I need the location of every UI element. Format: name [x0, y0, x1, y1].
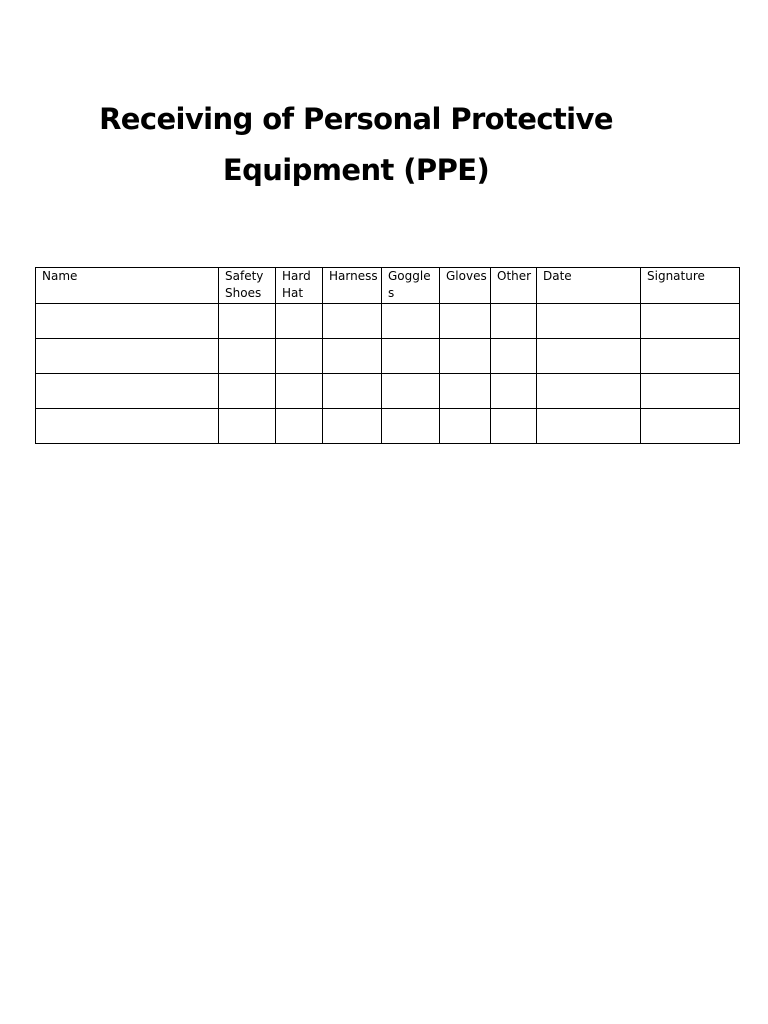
- harness-cell[interactable]: [323, 409, 382, 444]
- safety-shoes-cell[interactable]: [219, 304, 276, 339]
- table-row: [36, 304, 740, 339]
- safety-shoes-cell[interactable]: [219, 374, 276, 409]
- hard-hat-cell[interactable]: [276, 374, 323, 409]
- name-cell[interactable]: [36, 374, 219, 409]
- column-header-name: Name: [36, 268, 219, 304]
- hard-hat-cell[interactable]: [276, 339, 323, 374]
- column-header-gloves: Gloves: [440, 268, 491, 304]
- column-header-date: Date: [537, 268, 641, 304]
- table-row: [36, 409, 740, 444]
- safety-shoes-cell[interactable]: [219, 339, 276, 374]
- table-row: [36, 339, 740, 374]
- other-cell[interactable]: [491, 409, 537, 444]
- other-cell[interactable]: [491, 374, 537, 409]
- harness-cell[interactable]: [323, 339, 382, 374]
- goggles-cell[interactable]: [382, 304, 440, 339]
- harness-cell[interactable]: [323, 374, 382, 409]
- harness-cell[interactable]: [323, 304, 382, 339]
- signature-cell[interactable]: [641, 339, 740, 374]
- signature-cell[interactable]: [641, 374, 740, 409]
- column-header-other: Other: [491, 268, 537, 304]
- date-cell[interactable]: [537, 409, 641, 444]
- goggles-cell[interactable]: [382, 374, 440, 409]
- column-header-hard-hat: Hard Hat: [276, 268, 323, 304]
- hard-hat-cell[interactable]: [276, 304, 323, 339]
- safety-shoes-cell[interactable]: [219, 409, 276, 444]
- hard-hat-cell[interactable]: [276, 409, 323, 444]
- gloves-cell[interactable]: [440, 304, 491, 339]
- column-header-goggles: Goggles: [382, 268, 440, 304]
- name-cell[interactable]: [36, 339, 219, 374]
- other-cell[interactable]: [491, 339, 537, 374]
- date-cell[interactable]: [537, 374, 641, 409]
- table-header-row: [36, 268, 740, 304]
- ppe-receiving-table: [35, 267, 740, 444]
- name-cell[interactable]: [36, 304, 219, 339]
- gloves-cell[interactable]: [440, 374, 491, 409]
- document-title: [90, 94, 622, 196]
- document-title-line-1: Receiving of Personal Protective: [99, 102, 613, 136]
- document-title-line-2: Equipment (PPE): [222, 153, 490, 187]
- column-header-signature: Signature: [641, 268, 740, 304]
- column-header-harness: Harness: [323, 268, 382, 304]
- gloves-cell[interactable]: [440, 409, 491, 444]
- table-row: [36, 374, 740, 409]
- goggles-cell[interactable]: [382, 409, 440, 444]
- signature-cell[interactable]: [641, 409, 740, 444]
- gloves-cell[interactable]: [440, 339, 491, 374]
- date-cell[interactable]: [537, 339, 641, 374]
- goggles-cell[interactable]: [382, 339, 440, 374]
- signature-cell[interactable]: [641, 304, 740, 339]
- other-cell[interactable]: [491, 304, 537, 339]
- name-cell[interactable]: [36, 409, 219, 444]
- column-header-safety-shoes: Safety Shoes: [219, 268, 276, 304]
- date-cell[interactable]: [537, 304, 641, 339]
